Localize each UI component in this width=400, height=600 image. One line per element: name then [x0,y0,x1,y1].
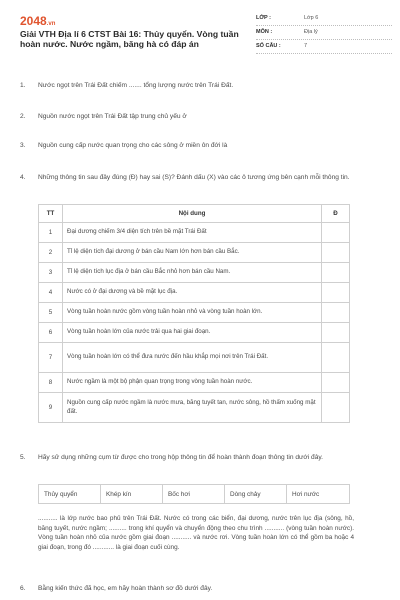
question-text: Hãy sử dụng những cụm từ được cho trong hộp thông tin để hoàn thành đoạn thông tin dưới đây. [38,454,324,461]
document-title: Giải VTH Địa lí 6 CTST Bài 16: Thủy quyển. Vòng tuần hoàn nước. Nước ngầm, băng hà có đáp án [20,29,239,49]
meta-subject-value: Địa lý [304,29,318,35]
question-text: Nguồn cung cấp nước quan trọng cho các sông ở miền ôn đới là [38,142,228,149]
word-box-item: Khép kín [101,485,163,504]
table-row [39,323,350,343]
table-header-mark: Đ [322,205,350,223]
meta-count-row [256,40,392,54]
word-box-item: Dòng chảy [225,485,287,504]
row-number: 8 [39,373,63,393]
table-header-content: Nội dung [63,205,322,223]
row-mark-cell[interactable] [322,243,350,263]
question-number: 6. [20,585,26,592]
question-6 [20,584,380,594]
row-number: 3 [39,263,63,283]
table-header-row [39,205,350,223]
row-content: Tỉ lệ diện tích đại dương ở bán cầu Nam lớn hơn bán cầu Bắc. [63,243,322,263]
true-false-table [38,204,350,423]
question-text: Nước ngọt trên Trái Đất chiếm ....... tổng lượng nước trên Trái Đất. [38,82,234,89]
row-mark-cell[interactable] [322,393,350,423]
row-number: 7 [39,343,63,373]
row-mark-cell[interactable] [322,373,350,393]
question-number: 3. [20,142,26,149]
word-box-item: Thủy quyển [39,485,101,504]
word-box [38,484,350,504]
row-number: 5 [39,303,63,323]
meta-class-value: Lớp 6 [304,15,319,21]
row-mark-cell[interactable] [322,283,350,303]
table-row [39,303,350,323]
row-mark-cell[interactable] [322,263,350,283]
question-text: Nguồn nước ngọt trên Trái Đất tập trung chủ yếu ở [38,113,187,120]
question-text: Bằng kiến thức đã học, em hãy hoàn thành sơ đồ dưới đây. [38,585,213,592]
meta-class-row [256,12,392,26]
question-text: Những thông tin sau đây đúng (Đ) hay sai (S)? Đánh dấu (X) vào các ô tương ứng bên cạnh mỗi thông tin. [38,174,350,181]
table-row [39,243,350,263]
row-mark-cell[interactable] [322,223,350,243]
row-content: Vòng tuần hoàn nước gồm vòng tuần hoàn nhỏ và vòng tuần hoàn lớn. [63,303,322,323]
word-box-row [39,485,350,504]
row-content: Nước ngầm là một bộ phận quan trọng trong vòng tuần hoàn nước. [63,373,322,393]
site-logo[interactable]: 2048.vn [20,14,56,28]
word-box-item: Hơi nước [287,485,350,504]
table-row [39,223,350,243]
table-header-tt: TT [39,205,63,223]
row-number: 1 [39,223,63,243]
question-number: 4. [20,174,26,181]
question-3 [20,141,380,151]
question-5 [20,453,380,463]
row-number: 4 [39,283,63,303]
table-row [39,393,350,423]
table-row [39,283,350,303]
table-row [39,373,350,393]
meta-class-label: LỚP : [256,15,271,21]
row-number: 2 [39,243,63,263]
row-content: Vòng tuần hoàn lớn của nước trải qua hai giai đoạn. [63,323,322,343]
row-number: 6 [39,323,63,343]
row-content: Nguồn cung cấp nước ngầm là nước mưa, băng tuyết tan, nước sông, hồ thấm xuống mặt đất. [63,393,322,423]
table-row [39,263,350,283]
fill-in-paragraph: ........... là lớp nước bao phủ trên Trái Đất. Nước có trong các biển, đại dương, nước trên lục địa (sông, hồ, băng tuyết, nước ngầm; .......... trong khí quyển và chuyển động theo chu trình ........... (vòng tuần hoàn nước). Vòng tuần hoàn nhỏ của nước gồm giai đoạn ........... và nước rơi. Vòng tuần hoàn lớn có thể gồm ba hoặc 4 giai đoạn, trong đó ............ là giai đoạn cuối cùng. [38,515,354,551]
meta-subject-label: MÔN : [256,29,273,35]
question-4 [20,173,380,183]
row-mark-cell[interactable] [322,303,350,323]
document-header [20,12,392,56]
meta-count-label: SỐ CÂU : [256,43,281,49]
row-content: Tỉ lệ diện tích lục địa ở bán cầu Bắc nhỏ hơn bán cầu Nam. [63,263,322,283]
question-number: 1. [20,82,26,89]
row-mark-cell[interactable] [322,343,350,373]
question-2 [20,112,380,122]
document-meta [256,12,392,54]
row-content: Nước có ở đại dương và bề mặt lục địa. [63,283,322,303]
word-box-item: Bốc hơi [163,485,225,504]
row-content: Đại dương chiếm 3/4 diện tích trên bề mặt Trái Đất [63,223,322,243]
question-number: 5. [20,454,26,461]
row-mark-cell[interactable] [322,323,350,343]
row-content: Vòng tuần hoàn lớn có thể đưa nước đến hầu khắp mọi nơi trên Trái Đất. [63,343,322,373]
meta-subject-row [256,26,392,40]
question-1 [20,81,380,91]
meta-count-value: 7 [304,43,308,49]
question-number: 2. [20,113,26,120]
table-row [39,343,350,373]
row-number: 9 [39,393,63,423]
